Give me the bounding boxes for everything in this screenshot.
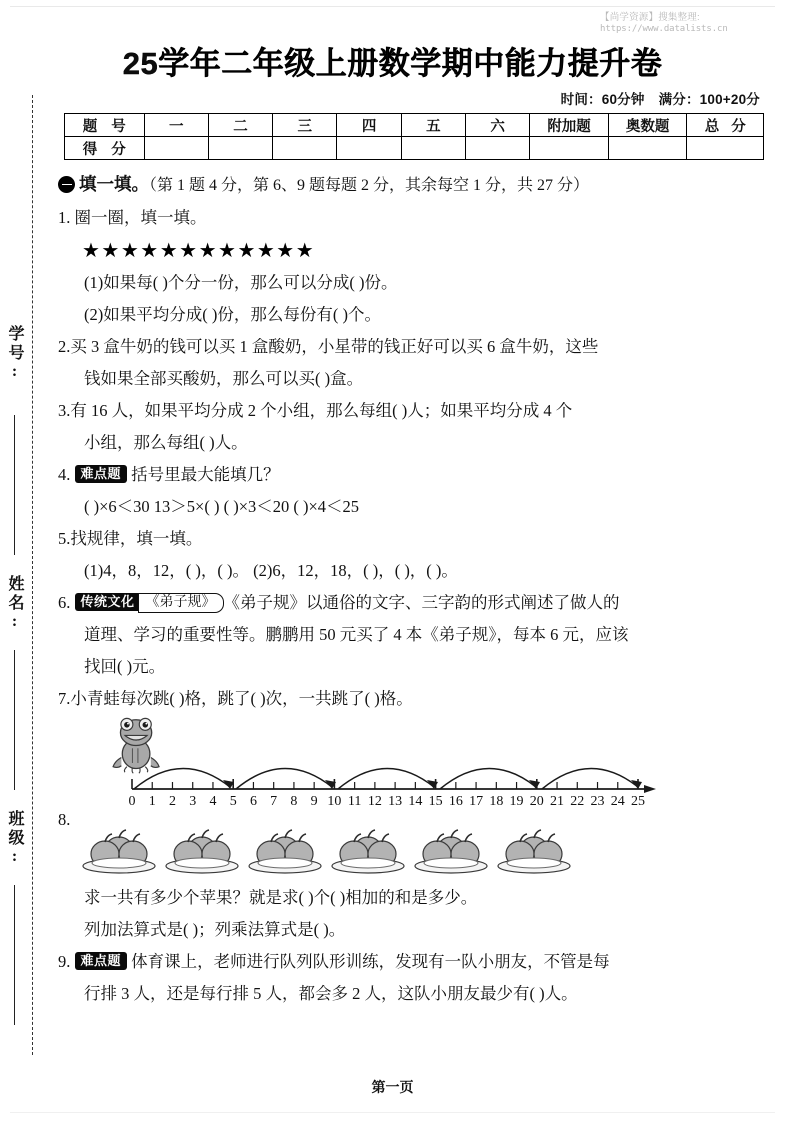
- score-cell-total[interactable]: [687, 137, 764, 160]
- apple-plate: [495, 829, 573, 880]
- tick-label-4: 4: [209, 794, 217, 809]
- score-cell-5[interactable]: [401, 137, 465, 160]
- apple-plate: [329, 829, 407, 880]
- question-4-number: 4.: [58, 465, 71, 484]
- exam-meta: [0, 88, 760, 108]
- question-9-line-2[interactable]: 行排 3 人，还是每行排 5 人，都会多 2 人，这队小朋友最少有( )人。: [84, 984, 578, 1003]
- section-score-note: （第 1 题 4 分，第 6、9 题每题 2 分，其余每空 1 分，共 27 分）: [149, 177, 590, 194]
- col-header-4: 四: [337, 114, 401, 137]
- tick-label-14: 14: [408, 794, 423, 809]
- question-9-number: 9.: [58, 952, 71, 971]
- score-cell-1[interactable]: [144, 137, 208, 160]
- time-label: 时间：60分钟: [560, 92, 645, 107]
- tick-label-7: 7: [270, 794, 278, 809]
- question-5-sequences[interactable]: (1)4，8，12，( )，( )。 (2)6，12，18，( )，( )，( )。: [84, 561, 458, 580]
- tick-label-22: 22: [570, 794, 585, 809]
- row-label-question-no: 题 号: [65, 114, 145, 137]
- col-header-6: 六: [466, 114, 530, 137]
- question-7-figure: [58, 715, 770, 811]
- number-line-ticks: [132, 779, 638, 789]
- tick-label-15: 15: [428, 794, 443, 809]
- tick-label-1: 1: [148, 794, 156, 809]
- jump-arcs: [134, 768, 638, 789]
- question-1-sub-1[interactable]: (1)如果每( )个分一份，那么可以分成( )份。: [84, 273, 398, 292]
- tick-label-21: 21: [550, 794, 565, 809]
- table-row-scores: [65, 137, 764, 160]
- question-9-line-1: 体育课上，老师进行队列队形训练，发现有一队小朋友，不管是每: [131, 952, 610, 971]
- number-line-labels: [129, 794, 646, 809]
- question-8-line-2[interactable]: 列加法算式是( )；列乘法算式是( )。: [84, 920, 346, 939]
- question-1-stem: 圈一圈，填一填。: [74, 208, 207, 227]
- tick-label-16: 16: [448, 794, 463, 809]
- apple-plate: [412, 829, 490, 880]
- tick-label-5: 5: [229, 794, 237, 809]
- score-cell-6[interactable]: [466, 137, 530, 160]
- question-5-stem: 找规律，填一填。: [70, 529, 203, 548]
- jump-arrowheads: [223, 780, 642, 789]
- col-header-total: 总 分: [687, 114, 764, 137]
- watermark: [600, 12, 728, 35]
- col-header-5: 五: [401, 114, 465, 137]
- question-1: [58, 203, 770, 232]
- tick-label-6: 6: [249, 794, 257, 809]
- question-5: [58, 524, 770, 553]
- col-header-2: 二: [208, 114, 272, 137]
- question-6-number: 6.: [58, 593, 71, 612]
- field-rule-student-id[interactable]: [14, 415, 15, 555]
- question-2: [58, 332, 770, 361]
- tick-label-17: 17: [469, 794, 484, 809]
- section-header-fill-in: [58, 170, 770, 200]
- question-1-number: 1.: [58, 208, 71, 227]
- tick-label-11: 11: [347, 794, 362, 809]
- score-cell-olympiad[interactable]: [608, 137, 687, 160]
- section-title: 填一填: [79, 174, 132, 194]
- apple-plates-row: [80, 834, 770, 880]
- col-header-extra: 附加题: [530, 114, 609, 137]
- apple-plate: [163, 829, 241, 880]
- row-label-score: 得 分: [65, 137, 145, 160]
- apple-plate: [246, 829, 324, 880]
- tick-label-23: 23: [590, 794, 605, 809]
- question-2-number: 2.: [58, 337, 71, 356]
- difficulty-badge-q9: 难点题: [75, 952, 128, 970]
- question-1-sub-2[interactable]: (2)如果平均分成( )份，那么每份有( )个。: [84, 305, 381, 324]
- tick-label-19: 19: [509, 794, 524, 809]
- page-top-edge: [10, 6, 775, 7]
- question-3-number: 3.: [58, 401, 71, 420]
- score-table: [64, 113, 764, 160]
- question-2-line-1: 买 3 盒牛奶的钱可以买 1 盒酸奶，小星带的钱正好可以买 6 盒牛奶，这些: [70, 337, 599, 356]
- field-label-class: 班级:: [6, 810, 23, 868]
- score-cell-extra[interactable]: [530, 137, 609, 160]
- col-header-1: 一: [144, 114, 208, 137]
- question-3: [58, 396, 770, 425]
- field-label-student-id: 学号:: [6, 325, 23, 383]
- question-6-line-3[interactable]: 找回( )元。: [84, 657, 166, 676]
- score-cell-2[interactable]: [208, 137, 272, 160]
- tick-label-12: 12: [367, 794, 382, 809]
- question-2-line-2[interactable]: 钱如果全部买酸奶，那么可以买( )盒。: [84, 369, 364, 388]
- seal-column: [0, 95, 46, 1055]
- tick-label-2: 2: [168, 794, 176, 809]
- question-5-number: 5.: [58, 529, 71, 548]
- question-7: [58, 684, 770, 713]
- axis-arrow-icon: [644, 785, 656, 793]
- tick-label-25: 25: [631, 794, 645, 809]
- page-title: 25学年二年级上册数学期中能力提升卷: [122, 46, 663, 81]
- tick-label-9: 9: [310, 794, 318, 809]
- watermark-line-2: https://www.datalists.cn: [600, 23, 728, 34]
- tick-label-20: 20: [529, 794, 544, 809]
- score-cell-3[interactable]: [273, 137, 337, 160]
- culture-badge-q6: 传统文化: [75, 593, 141, 611]
- question-1-stars: ★★★★★★★★★★★★: [82, 240, 316, 262]
- question-6-line-1: 《弟子规》以通俗的文字、三字韵的形式阐述了做人的: [223, 593, 620, 612]
- page-bottom-edge: [10, 1112, 775, 1113]
- question-4: [58, 460, 770, 489]
- difficulty-badge-q4: 难点题: [75, 465, 128, 483]
- col-header-3: 三: [273, 114, 337, 137]
- book-title-badge-q6: 《弟子规》: [138, 593, 224, 613]
- question-9: [58, 947, 770, 976]
- question-4-expressions[interactable]: ( )×6＜30 13＞5×( ) ( )×3＜20 ( )×4＜25: [84, 497, 360, 516]
- tick-label-13: 13: [388, 794, 403, 809]
- section-title-punct: 。: [131, 174, 149, 194]
- tick-label-3: 3: [189, 794, 197, 809]
- score-cell-4[interactable]: [337, 137, 401, 160]
- field-rule-name[interactable]: [14, 650, 15, 790]
- field-rule-class[interactable]: [14, 885, 15, 1025]
- tick-label-24: 24: [610, 794, 625, 809]
- question-3-line-2[interactable]: 小组，那么每组( )人。: [84, 433, 248, 452]
- section-number-icon: [58, 176, 75, 193]
- tick-label-18: 18: [489, 794, 504, 809]
- tick-label-8: 8: [290, 794, 298, 809]
- number-line-svg: [58, 715, 658, 811]
- seal-dashed-line: [32, 95, 33, 1055]
- question-7-stem[interactable]: 小青蛙每次跳( )格，跳了( )次，一共跳了( )格。: [70, 689, 413, 708]
- col-header-olympiad: 奥数题: [608, 114, 687, 137]
- exam-body: [58, 170, 770, 1008]
- question-8-line-1[interactable]: 求一共有多少个苹果？就是求( )个( )相加的和是多少。: [84, 888, 478, 907]
- tick-label-0: 0: [128, 794, 136, 809]
- question-3-line-1: 有 16 人，如果平均分成 2 个小组，那么每组( )人；如果平均分成 4 个: [70, 401, 573, 420]
- tick-label-10: 10: [327, 794, 342, 809]
- question-8-number: 8.: [58, 810, 71, 829]
- watermark-line-1: 【尚学资源】搜集整理:: [600, 12, 700, 23]
- full-score-label: 满分：100+20分: [658, 92, 760, 107]
- question-6: [58, 588, 770, 617]
- question-7-number: 7.: [58, 689, 71, 708]
- table-row-question-numbers: [65, 114, 764, 137]
- question-4-stem: 括号里最大能填几？: [131, 465, 280, 484]
- question-6-line-2: 道理、学习的重要性等。鹏鹏用 50 元买了 4 本《弟子规》，每本 6 元，应该: [84, 625, 629, 644]
- page-footer: 第一页: [371, 1079, 414, 1095]
- frog-icon: [113, 718, 159, 773]
- field-label-name: 姓名:: [6, 575, 23, 633]
- apple-plate: [80, 829, 158, 880]
